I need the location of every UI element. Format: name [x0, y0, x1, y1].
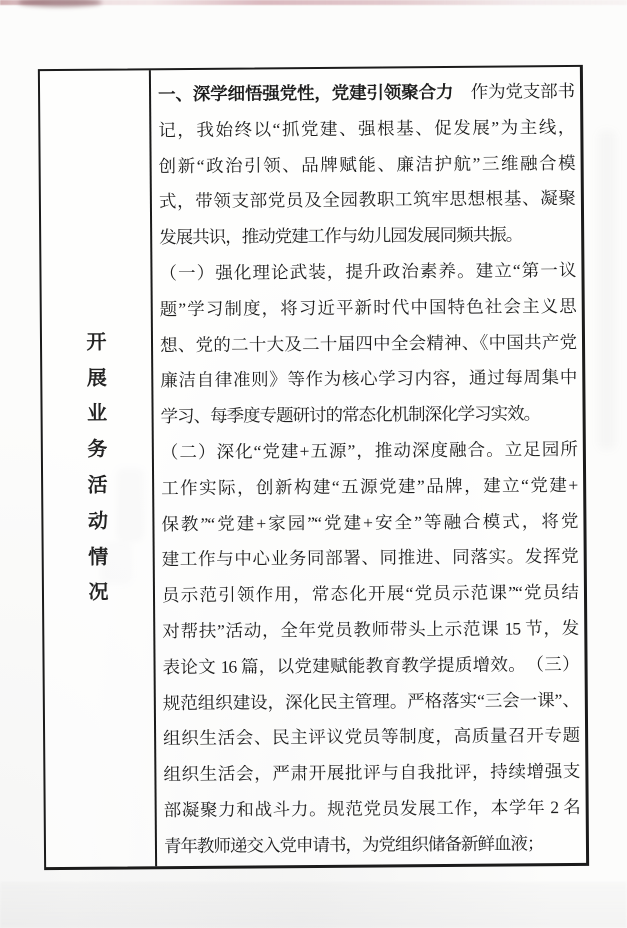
text-line: 保教”“党建+家园”“党建+安全”等融合模式，将党: [161, 510, 578, 534]
scan-edge-smudge: [598, 130, 616, 450]
scan-artifact-bottom-shade: [0, 882, 627, 928]
row-header-char: 况: [88, 582, 109, 605]
section-heading: 一、深学细悟强党性，党建引领聚合力: [157, 81, 454, 105]
text-line: 廉洁自律准则》等作为核心学习内容，通过每周集中: [160, 367, 577, 391]
text-line: 式，带领支部党员及全园教职工筑牢思想根基、凝聚: [158, 188, 575, 212]
text-line: 建工作与中心业务同部署、同推进、同落实。发挥党: [161, 546, 578, 570]
text-line: 题”学习制度，将习近平新时代中国特色社会主义思: [159, 295, 576, 319]
text-line: （一）强化理论武装，提升政治素养。建立“第一议: [159, 259, 576, 284]
row-header-char: 展: [86, 367, 107, 390]
row-header-char: 开: [86, 331, 107, 354]
text-line: 发展共识，推动党建工作与幼儿园发展同频共振。: [159, 224, 523, 248]
row-header-char: 情: [88, 546, 109, 569]
row-header-char: 业: [86, 403, 108, 426]
text-line: 对帮扶”活动，全年党员教师带头上示范课 15 节，发: [162, 617, 579, 642]
text-run: 作为党支部书: [453, 80, 575, 102]
text-line: 学习、每季度专题研讨的常态化机制深化学习实效。: [160, 403, 541, 427]
text-line: 记，我始终以“抓党建、强根基、促发展”为主线，: [158, 116, 575, 141]
text-line: 想、党的二十大及二十届四中全会精神、《中国共产党: [159, 331, 577, 355]
row-header-cell: [40, 70, 157, 867]
text-line: 创新“政治引领、品牌赋能、廉洁护航”三维融合模: [158, 152, 575, 176]
report-table: [38, 65, 589, 870]
text-line: 表论文 16 篇，以党建赋能教育教学提质增效。 （三）: [162, 653, 579, 677]
text-line: 员示范引领作用，常态化开展“党员示范课”“党员结: [161, 582, 579, 606]
scan-artifact-top-blob: [18, 0, 102, 7]
row-header-char: 务: [87, 438, 108, 461]
row-header-vertical-label: [86, 325, 108, 612]
text-line: 部凝聚力和战斗力。规范党员发展工作，本学年 2 名: [163, 796, 580, 821]
text-line-heading: [158, 74, 574, 113]
row-header-char: 活: [87, 474, 108, 497]
text-line: 规范组织建设，深化民主管理。严格落实“三会一课”、: [162, 689, 579, 713]
text-line: 工作实际，创新构建“五源党建”品牌，建立“党建+: [161, 474, 578, 498]
row-header-char: 动: [87, 510, 109, 533]
text-line: （二）深化“党建+五源”，推动深度融合。立足园所: [160, 438, 577, 463]
content-cell: [151, 67, 586, 866]
text-line: 组织生活会、民主评议党员等制度，高质量召开专题: [163, 725, 580, 749]
text-line: 组织生活会，严肃开展批评与自我批评，持续增强支: [163, 761, 580, 785]
text-line: 青年教师递交入党申请书，为党组织储备新鲜血液；: [163, 832, 544, 856]
